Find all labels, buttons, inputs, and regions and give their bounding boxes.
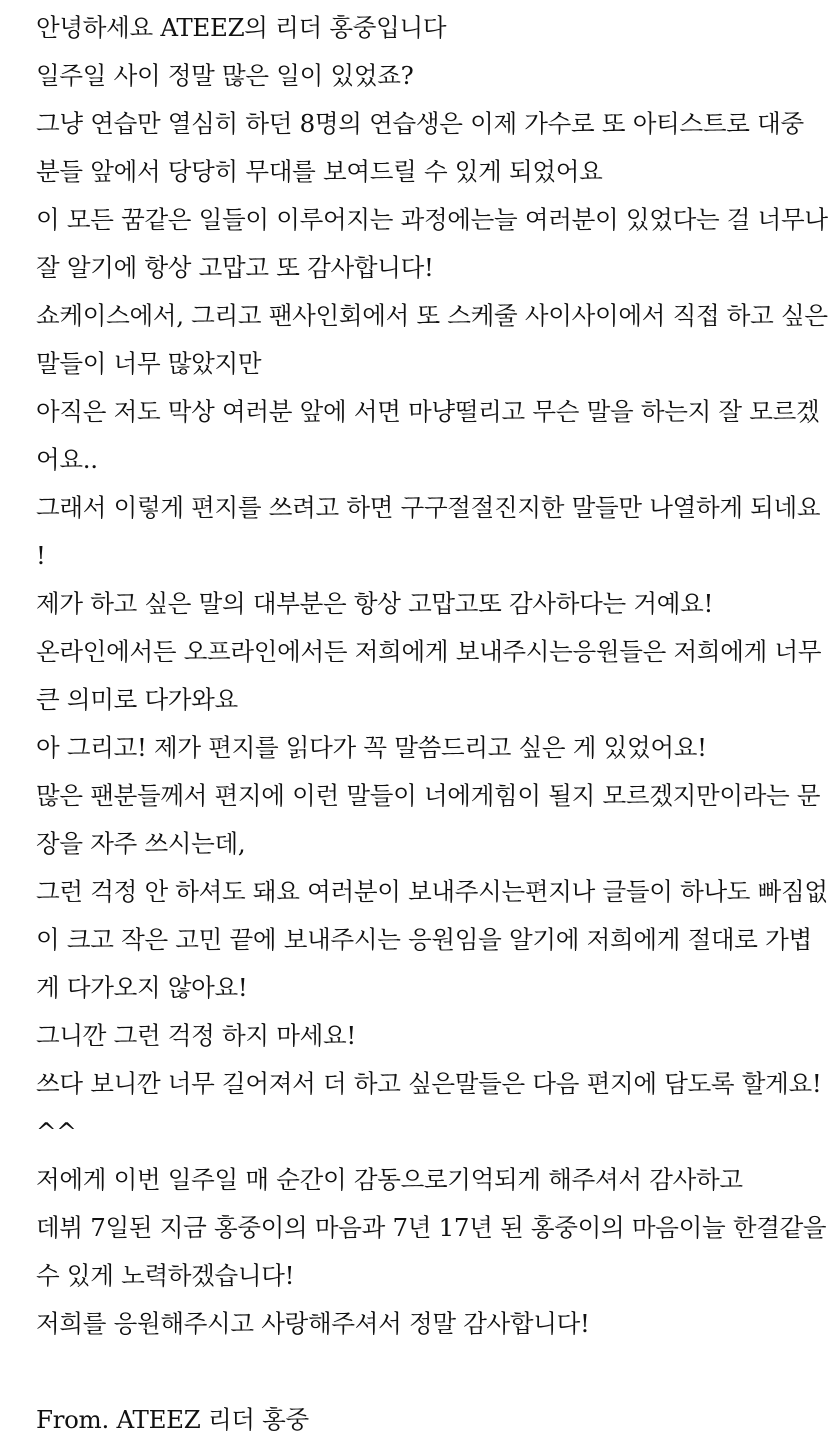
letter-line: 그런 걱정 안 하셔도 돼요 여러분이 보내주시는편지나 글들이 하나도 빠짐없	[36, 877, 828, 906]
letter-line: 안녕하세요 ATEEZ의 리더 홍중입니다	[36, 13, 447, 42]
letter-line: 수 있게 노력하겠습니다!	[36, 1261, 295, 1290]
letter-line: 온라인에서든 오프라인에서든 저희에게 보내주시는응원들은 저희에게 너무	[36, 637, 822, 666]
letter-line: 저에게 이번 일주일 매 순간이 감동으로기억되게 해주셔서 감사하고	[36, 1165, 743, 1194]
letter-signature: From. ATEEZ 리더 홍중	[36, 1405, 309, 1434]
letter-line: 장을 자주 쓰시는데,	[36, 829, 246, 858]
letter-line: 데뷔 7일된 지금 홍중이의 마음과 7년 17년 된 홍중이의 마음이늘 한결같을	[36, 1213, 827, 1242]
letter-line: 그래서 이렇게 편지를 쓰려고 하면 구구절절진지한 말들만 나열하게 되네요	[36, 493, 821, 522]
letter-line: 분들 앞에서 당당히 무대를 보여드릴 수 있게 되었어요	[36, 157, 603, 186]
letter-line: 저희를 응원해주시고 사랑해주셔서 정말 감사합니다!	[36, 1309, 590, 1338]
letter-line: 게 다가오지 않아요!	[36, 973, 248, 1002]
letter-line: 쓰다 보니깐 너무 길어져서 더 하고 싶은말들은 다음 편지에 담도록 할게요!	[36, 1069, 822, 1098]
letter-line: 아 그리고! 제가 편지를 읽다가 꼭 말씀드리고 싶은 게 있었어요!	[36, 733, 707, 762]
letter-line: 많은 팬분들께서 편지에 이런 말들이 너에게힘이 될지 모르겠지만이라는 문	[36, 781, 821, 810]
letter-line: !	[36, 541, 46, 570]
letter-line: 일주일 사이 정말 많은 일이 있었죠?	[36, 61, 414, 90]
letter-line: 잘 알기에 항상 고맙고 또 감사합니다!	[36, 253, 434, 282]
letter-line: 그니깐 그런 걱정 하지 마세요!	[36, 1021, 356, 1050]
letter-line: 말들이 너무 많았지만	[36, 349, 262, 378]
letter-line: ^^	[36, 1117, 77, 1146]
letter-line: 이 모든 꿈같은 일들이 이루어지는 과정에는늘 여러분이 있었다는 걸 너무나	[36, 205, 828, 234]
letter-line: 제가 하고 싶은 말의 대부분은 항상 고맙고또 감사하다는 거예요!	[36, 589, 713, 618]
letter-line: 이 크고 작은 고민 끝에 보내주시는 응원임을 알기에 저희에게 절대로 가볍	[36, 925, 812, 954]
letter-line: 쇼케이스에서, 그리고 팬사인회에서 또 스케줄 사이사이에서 직접 하고 싶은	[36, 301, 828, 330]
letter-line: 큰 의미로 다가와요	[36, 685, 238, 714]
letter-line: 아직은 저도 막상 여러분 앞에 서면 마냥떨리고 무슨 말을 하는지 잘 모르겠	[36, 397, 820, 426]
letter-line: 그냥 연습만 열심히 하던 8명의 연습생은 이제 가수로 또 아티스트로 대중	[36, 109, 804, 138]
letter-body	[36, 4, 828, 1348]
letter-line: 어요..	[36, 445, 98, 474]
